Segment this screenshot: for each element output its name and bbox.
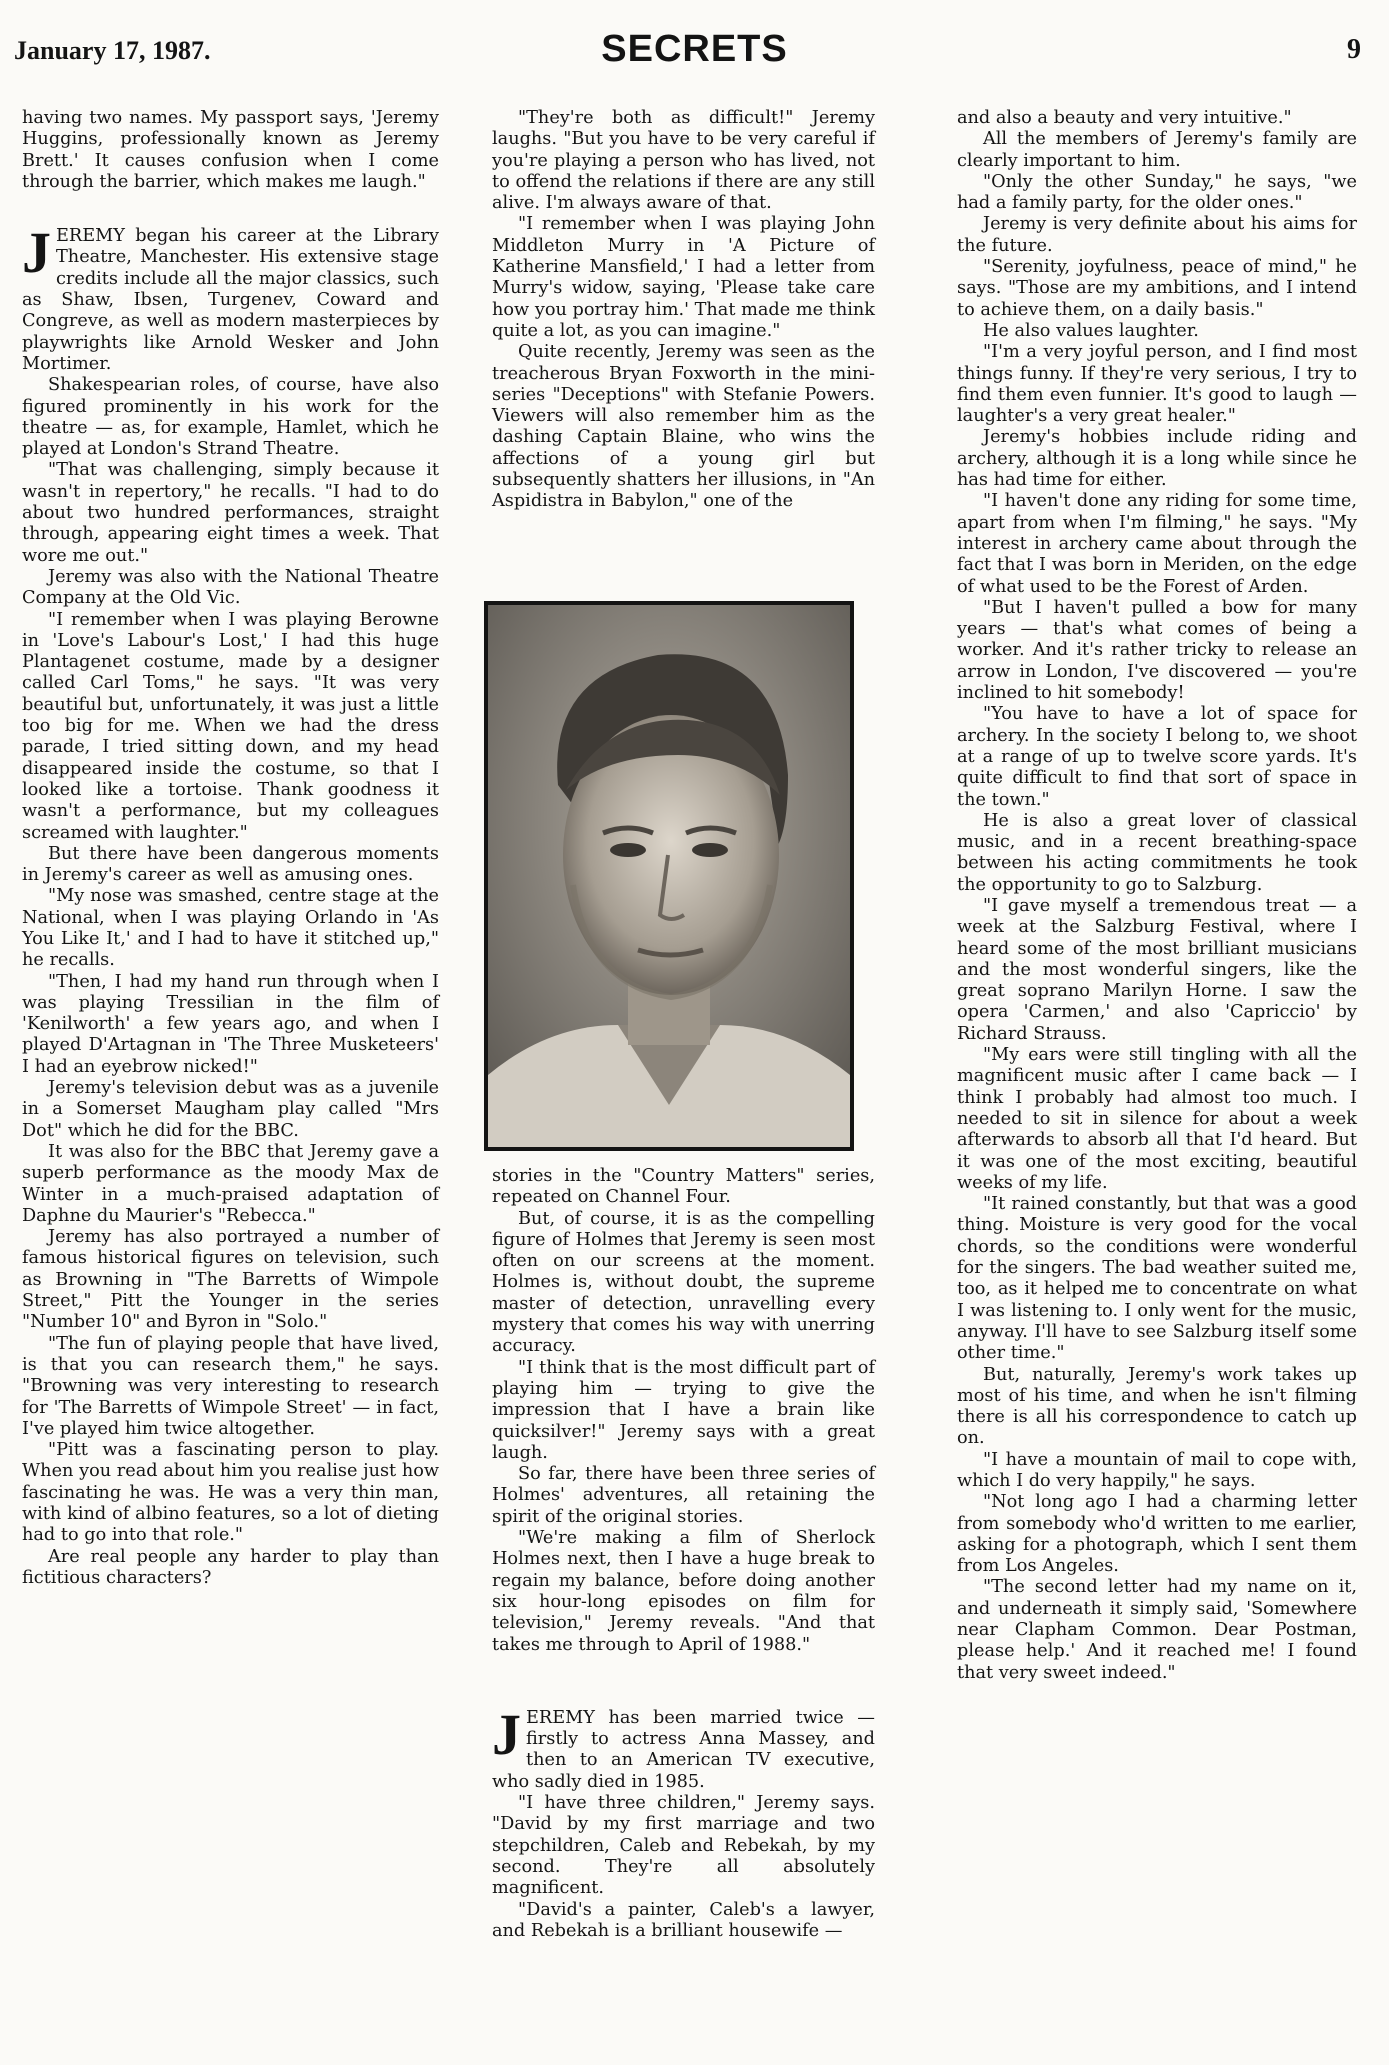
paragraph: "It rained constantly, but that was a good thing. Moisture is very good for the vocal chords, so the conditions were wonderful for the singers. The bad weather suited me, too, as it helped me to concentrate on what I was listening to. I only went for the music, anyway. I'll have to see Salzburg itself some other time." bbox=[957, 1194, 1357, 1364]
paragraph: "I gave myself a tremendous treat — a week at the Salzburg Festival, where I heard some of the most brilliant musicians and the most wonderful singers, like the great soprano Marilyn Horne. I saw the opera 'Carmen,' and also 'Capriccio' by Richard Strauss. bbox=[957, 895, 1357, 1044]
paragraph: "Serenity, joyfulness, peace of mind," he says. "Those are my ambitions, and I intend to achieve them, on a daily basis." bbox=[957, 257, 1357, 320]
paragraph: having two names. My passport says, 'Jeremy Huggins, professionally known as Jeremy Brett.' It causes confusion when I come through the barrier, which makes me laugh." bbox=[22, 108, 439, 192]
paragraph: "I have a mountain of mail to cope with, which I do very happily," he says. bbox=[957, 1449, 1357, 1491]
paragraph: "My ears were still tingling with all the magnificent music after I came back — I think I probably had almost too much. I needed to sit in silence for about a week afterwards to absorb all that I'd heard. But it was one of the most exciting, beautiful weeks of my life. bbox=[957, 1045, 1357, 1193]
paragraph: All the members of Jeremy's family are clearly important to him. bbox=[957, 129, 1357, 171]
paragraph: "I'm a very joyful person, and I find most things funny. If they're very serious, I try to find them even funnier. It's good to laugh — laughter's a very great healer." bbox=[957, 342, 1357, 427]
paragraph: Jeremy's television debut was as a juvenile in a Somerset Maugham play called "Mrs Dot" which he did for the BBC. bbox=[22, 1078, 439, 1141]
paragraph: stories in the "Country Matters" series, repeated on Channel Four. bbox=[492, 1166, 875, 1208]
paragraph: But, naturally, Jeremy's work takes up most of his time, and when he isn't filming there is all his correspondence to catch up on. bbox=[957, 1364, 1357, 1449]
paragraph: Jeremy is very definite about his aims for the future. bbox=[957, 214, 1357, 256]
page-number: 9 bbox=[1347, 34, 1361, 65]
paragraph: "They're both as difficult!" Jeremy laughs. "But you have to be very careful if you're playing a person who has lived, not to offend the relations if there are any still alive. I'm always aware of that. bbox=[492, 108, 875, 214]
paragraph: "The fun of playing people that have lived, is that you can research them," he says. "Browning was very interesting to research for 'The Barretts of Wimpole Street' — in fact, I've played him twice altogether. bbox=[22, 1333, 439, 1439]
paragraph: "You have to have a lot of space for archery. In the society I belong to, we shoot at a range of up to twelve score yards. It's quite difficult to find that sort of space in the town." bbox=[957, 704, 1357, 810]
paragraph: It was also for the BBC that Jeremy gave a superb performance as the moody Max de Winter in a much-praised adaptation of Daphne du Maurier's "Rebecca." bbox=[22, 1141, 439, 1226]
column-1 bbox=[22, 108, 439, 1589]
paragraph: JEREMY began his career at the Library Theatre, Manchester. His extensive stage credits include all the major classics, such as Shaw, Ibsen, Turgenev, Coward and Congreve, as well as modern masterpieces by playwrights like Arnold Wesker and John Mortimer. bbox=[22, 220, 439, 374]
paragraph: "I have three children," Jeremy says. "David by my first marriage and two stepchildren, Caleb and Rebekah, by my second. They're all absolutely magnificent. bbox=[492, 1793, 875, 1899]
paragraph: "But I haven't pulled a bow for many years — that's what comes of being a worker. And it's rather tricky to release an arrow in London, I've discovered — you're inclined to hit somebody! bbox=[957, 597, 1357, 704]
paragraph: "I haven't done any riding for some time, apart from when I'm filming," he says. "My interest in archery came about through the fact that I was born in Meriden, on the edge of what used to be the Forest of Arden. bbox=[957, 491, 1357, 597]
paragraph: Are real people any harder to play than fictitious characters? bbox=[22, 1546, 439, 1588]
paragraph: "The second letter had my name on it, and underneath it simply said, 'Somewhere near Clapham Common. Dear Postman, please help.' And it reached me! I found that very sweet indeed." bbox=[957, 1577, 1357, 1683]
column-2-top bbox=[492, 108, 875, 513]
paragraph: He also values laughter. bbox=[983, 320, 1199, 341]
drop-cap: J bbox=[492, 1701, 521, 1767]
paragraph: But, of course, it is as the compelling figure of Holmes that Jeremy is seen most often on our screens at the moment. Holmes is, without doubt, the supreme master of detection, unravelling every mystery that comes his way with unerring accuracy. bbox=[492, 1208, 875, 1357]
paragraph: "That was challenging, simply because it wasn't in repertory," he recalls. "I had to do about two hundred performances, straight through, appearing eight times a week. That wore me out." bbox=[22, 460, 439, 566]
paragraph: "We're making a film of Sherlock Holmes next, then I have a huge break to regain my balance, before doing another six hour-long episodes on film for television," Jeremy reveals. "And that takes me through to April of 1988." bbox=[492, 1528, 875, 1655]
drop-cap: J bbox=[22, 220, 51, 286]
portrait-photo bbox=[484, 601, 854, 1151]
paragraph: "I think that is the most difficult part of playing him — trying to give the impression that I have a brain like quicksilver!" Jeremy says with a great laugh. bbox=[492, 1357, 875, 1463]
paragraph: Jeremy's hobbies include riding and archery, although it is a long while since he has had time for either. bbox=[957, 427, 1357, 491]
portrait-image bbox=[488, 605, 850, 1147]
paragraph: "I remember when I was playing Berowne in 'Love's Labour's Lost,' I had this huge Plantagenet costume, made by a designer called Carl Toms," he says. "It was very beautiful but, unfortunately, it was just a little too big for me. When we had the dress parade, I tried sitting down, and my head disappeared inside the costume, so that I looked like a tortoise. Thank goodness it wasn't a performance, but my colleagues screamed with laughter." bbox=[22, 609, 439, 843]
paragraph: But there have been dangerous moments in Jeremy's career as well as amusing ones. bbox=[22, 843, 439, 886]
paragraph: "Only the other Sunday," he says, "we had a family party, for the older ones." bbox=[957, 171, 1357, 214]
paragraph: and also a beauty and very intuitive." bbox=[957, 108, 1292, 128]
paragraph: Jeremy was also with the National Theatre Company at the Old Vic. bbox=[22, 566, 439, 609]
paragraph: Shakespearian roles, of course, have also figured prominently in his work for the theatre — as, for example, Hamlet, which he played at London's Strand Theatre. bbox=[22, 375, 439, 460]
paragraph: JEREMY has been married twice — firstly to actress Anna Massey, and then to an American TV executive, who sadly died in 1985. bbox=[492, 1701, 875, 1792]
paragraph: "Not long ago I had a charming letter from somebody who'd written to me earlier, asking for a photograph, which I sent them from Los Angeles. bbox=[957, 1492, 1357, 1577]
paragraph: Jeremy has also portrayed a number of famous historical figures on television, such as Browning in "The Barretts of Wimpole Street," Pitt the Younger in the series "Number 10" and Byron in "Solo." bbox=[22, 1227, 439, 1333]
column-2-bottom bbox=[492, 1166, 875, 1942]
paragraph: He is also a great lover of classical music, and in a recent breathing-space between his acting commitments he took the opportunity to go to Salzburg. bbox=[957, 810, 1357, 895]
column-3 bbox=[957, 108, 1357, 1684]
paragraph: "David's a painter, Caleb's a lawyer, and Rebekah is a brilliant housewife — bbox=[492, 1899, 875, 1941]
section-title: SECRETS bbox=[601, 28, 788, 70]
paragraph: "Pitt was a fascinating person to play. When you read about him you realise just how fascinating he was. He was a very thin man, with kind of albino features, so a lot of dieting had to go into that role." bbox=[22, 1440, 439, 1546]
paragraph: "I remember when I was playing John Middleton Murry in 'A Picture of Katherine Mansfield,' I had a letter from Murry's widow, saying, 'Please take care how you portray him.' That made me think quite a lot, as you can imagine." bbox=[492, 214, 875, 341]
paragraph: "My nose was smashed, centre stage at the National, when I was playing Orlando in 'As You Like It,' and I had to have it stitched up," he recalls. bbox=[22, 886, 439, 971]
paragraph: So far, there have been three series of Holmes' adventures, all retaining the spirit of the original stories. bbox=[492, 1464, 875, 1527]
masthead bbox=[14, 14, 1375, 74]
issue-date: January 17, 1987. bbox=[14, 36, 211, 65]
paragraph: "Then, I had my hand run through when I was playing Tressilian in the film of 'Kenilworth' a few years ago, and when I played D'Artagnan in 'The Three Musketeers' I had an eyebrow nicked!" bbox=[22, 971, 439, 1077]
paragraph: Quite recently, Jeremy was seen as the treacherous Bryan Foxworth in the mini-series "Deceptions" with Stefanie Powers. Viewers will also remember him as the dashing Captain Blaine, who wins the affections of a young girl but subsequently shatters her illusions, in "An Aspidistra in Babylon," one of the bbox=[492, 342, 875, 512]
